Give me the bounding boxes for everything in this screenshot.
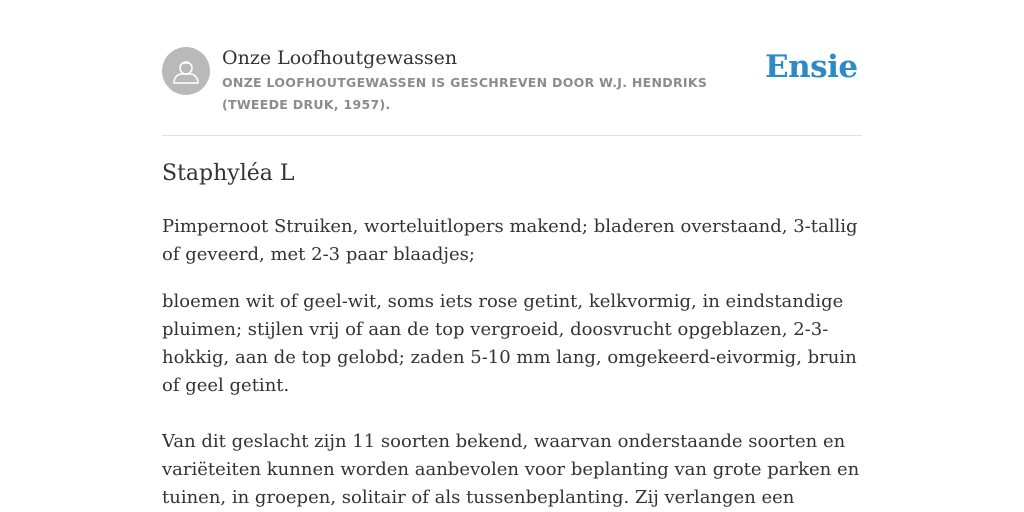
- article-content: [162, 158, 862, 512]
- book-header: [162, 46, 862, 136]
- article-paragraph: Van dit geslacht zijn 11 soorten bekend, waarvan onderstaande soorten en variëteiten kunnen worden aanbevolen voor beplanting van grote parken en tuinen, in groepen, solitair of als tussenbeplanting. Zij verlangen een: [162, 431, 860, 508]
- article-heading: Staphyléa L: [162, 161, 295, 186]
- article-paragraph: bloemen wit of geel-wit, soms iets rose getint, kelkvormig, in eindstandige pluimen; stijlen vrij of aan de top vergroeid, doosvrucht opgeblazen, 2-3-hokkig, aan de top gelobd; zaden 5-10 mm lang, omgekeerd-eivormig, bruin of geel getint.: [162, 291, 857, 396]
- person-icon: [162, 47, 210, 95]
- book-title[interactable]: Onze Loofhoutgewassen: [222, 47, 458, 69]
- ensie-logo[interactable]: Ensie: [765, 49, 858, 85]
- book-description: ONZE LOOFHOUTGEWASSEN IS GESCHREVEN DOOR W.J. HENDRIKS (TWEEDE DRUK, 1957).: [222, 75, 708, 112]
- article-paragraph: Pimpernoot Struiken, worteluitlopers makend; bladeren overstaand, 3-tallig of geveerd, met 2-3 paar blaadjes;: [162, 216, 858, 265]
- author-avatar[interactable]: [162, 47, 210, 95]
- header-divider: [162, 135, 862, 136]
